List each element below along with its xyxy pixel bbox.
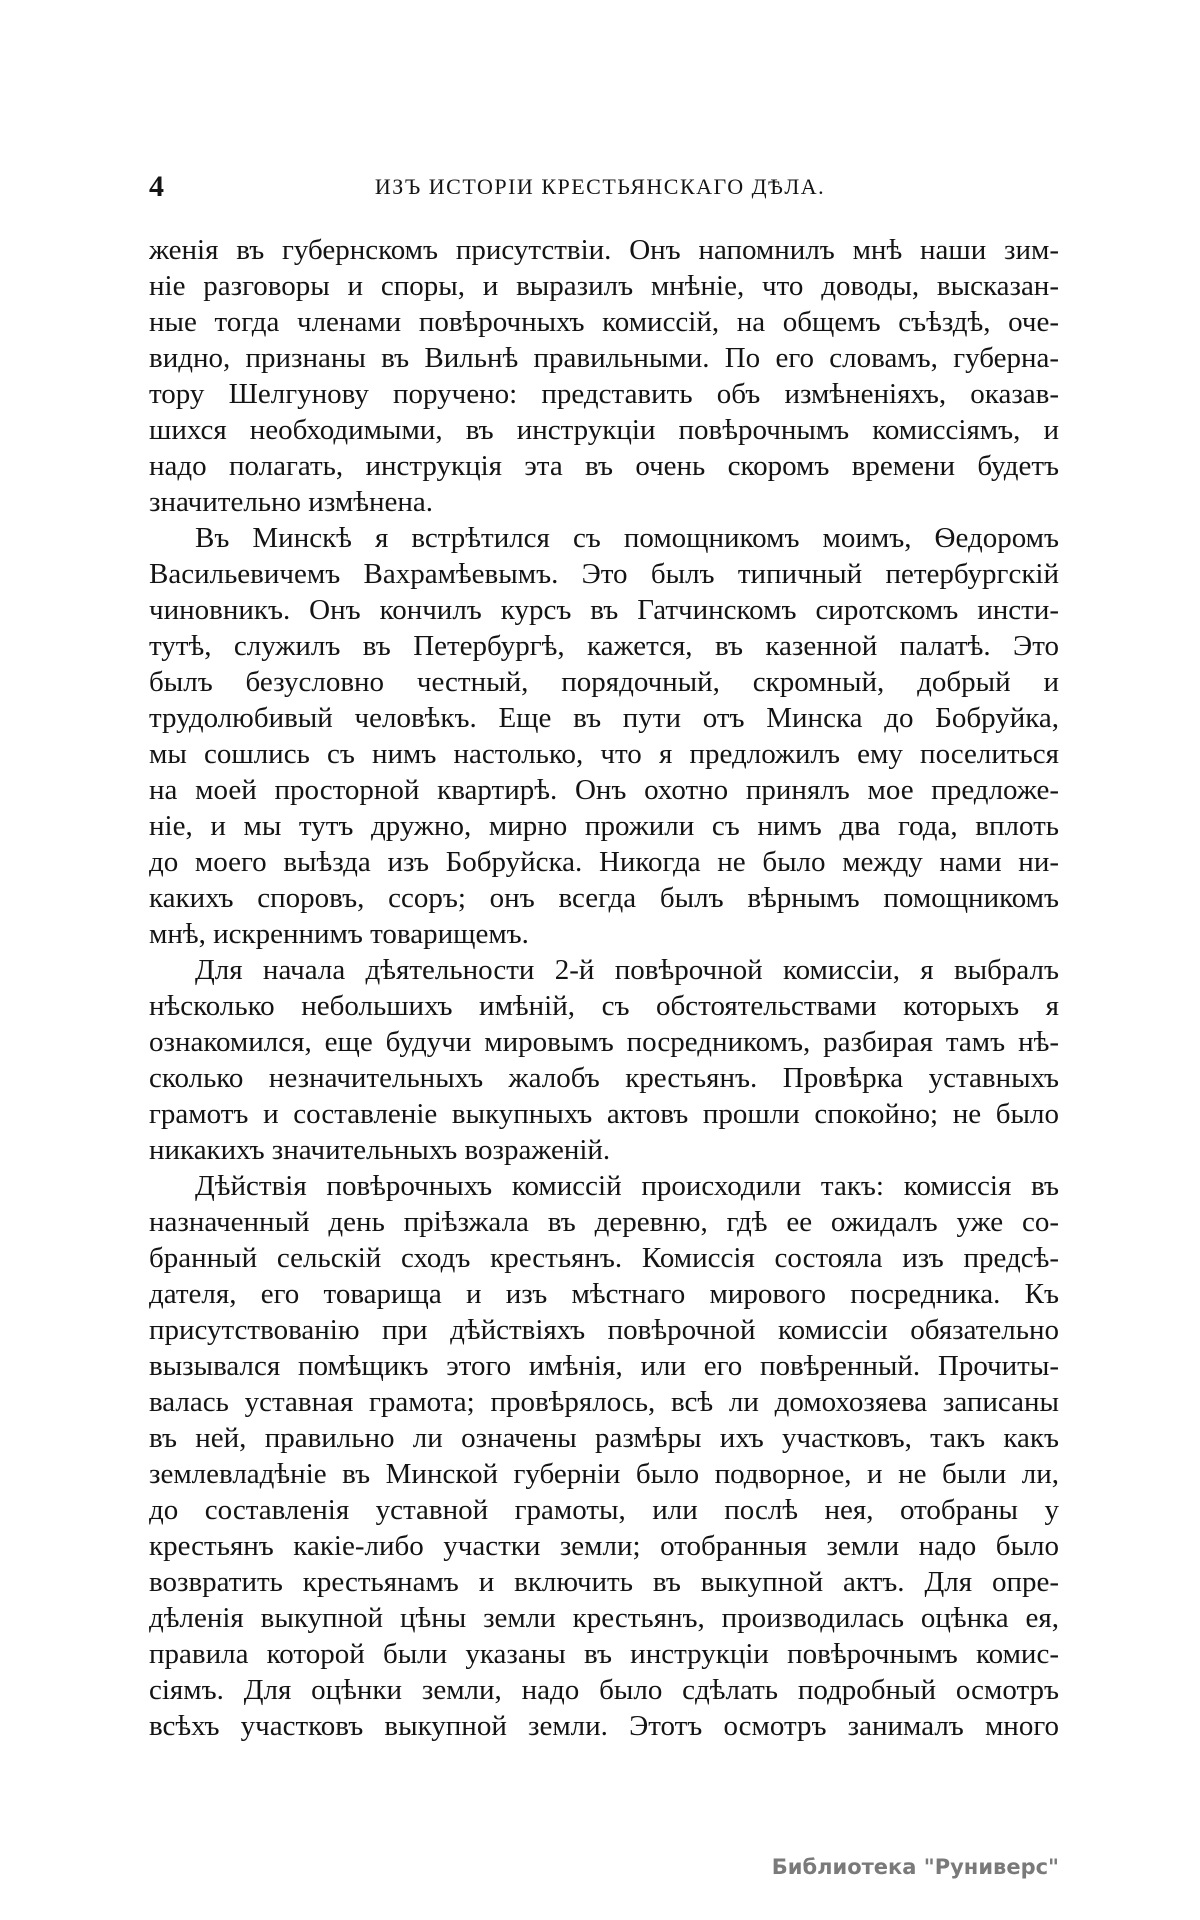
body-text — [149, 232, 1059, 1744]
text-line: Для начала дѣятельности 2-й повѣрочной комиссіи, я выбралъ — [195, 954, 1059, 986]
text-line: тутѣ, служилъ въ Петербургѣ, кажется, въ казенной палатѣ. Это — [149, 630, 1059, 662]
text-line: тору Шелгунову поручено: представить объ измѣненіяхъ, оказав- — [149, 378, 1059, 410]
text-line: видно, признаны въ Вильнѣ правильными. По его словамъ, губерна- — [149, 342, 1059, 374]
text-line: вызывался помѣщикъ этого имѣнія, или его повѣренный. Прочиты- — [149, 1350, 1059, 1382]
text-line: былъ безусловно честный, порядочный, скромный, добрый и — [149, 666, 1059, 698]
text-line: Дѣйствія повѣрочныхъ комиссій происходили такъ: комиссія въ — [195, 1170, 1059, 1202]
text-line: землевладѣніе въ Минской губерніи было подворное, и не были ли, — [149, 1458, 1059, 1490]
text-line: какихъ споровъ, ссоръ; онъ всегда былъ вѣрнымъ помощникомъ — [149, 882, 1059, 914]
text-line: Васильевичемъ Вахрамѣевымъ. Это былъ типичный петербургскій — [149, 558, 1059, 590]
page-number: 4 — [149, 170, 164, 203]
text-line: до моего выѣзда изъ Бобруйска. Никогда не было между нами ни- — [149, 846, 1059, 878]
text-line: шихся необходимыми, въ инструкціи повѣрочнымъ комиссіямъ, и — [149, 414, 1059, 446]
text-line: женія въ губернскомъ присутствіи. Онъ напомнилъ мнѣ наши зим- — [149, 234, 1059, 266]
text-line: назначенный день пріѣзжала въ деревню, гдѣ ее ожидалъ уже со- — [149, 1206, 1059, 1238]
paragraph — [149, 520, 1059, 952]
text-line: никакихъ значительныхъ возраженій. — [149, 1134, 611, 1166]
text-line: дателя, его товарища и изъ мѣстнаго мирового посредника. Къ — [149, 1278, 1059, 1310]
text-line: грамотъ и составленіе выкупныхъ актовъ прошли спокойно; не было — [149, 1098, 1059, 1130]
text-line: въ ней, правильно ли означены размѣры ихъ участковъ, такъ какъ — [149, 1422, 1059, 1454]
text-line: всѣхъ участковъ выкупной земли. Этотъ осмотръ занималъ много — [149, 1710, 1059, 1742]
paragraph — [149, 1168, 1059, 1744]
text-line: трудолюбивый человѣкъ. Еще въ пути отъ Минска до Бобруйка, — [149, 702, 1059, 734]
text-line: возвратить крестьянамъ и включить въ выкупной актъ. Для опре- — [149, 1566, 1059, 1598]
running-title: ИЗЪ ИСТОРІИ КРЕСТЬЯНСКАГО ДѢЛА. — [374, 174, 826, 199]
library-watermark: Библиотека "Руниверс" — [771, 1855, 1059, 1879]
text-line: сіямъ. Для оцѣнки земли, надо было сдѣлать подробный осмотръ — [149, 1674, 1059, 1706]
text-line: значительно измѣнена. — [149, 486, 433, 518]
text-line: Въ Минскѣ я встрѣтился съ помощникомъ моимъ, Ѳедоромъ — [195, 522, 1059, 554]
paragraph — [149, 232, 1059, 520]
text-line: до составленія уставной грамоты, или послѣ нея, отобраны у — [149, 1494, 1059, 1526]
text-line: надо полагать, инструкція эта въ очень скоромъ времени будетъ — [149, 450, 1059, 482]
text-line: присутствованію при дѣйствіяхъ повѣрочной комиссіи обязательно — [149, 1314, 1059, 1346]
text-line: дѣленія выкупной цѣны земли крестьянъ, производилась оцѣнка ея, — [149, 1602, 1059, 1634]
text-line: мы сошлись съ нимъ настолько, что я предложилъ ему поселиться — [149, 738, 1059, 770]
text-line: валась уставная грамота; провѣрялось, всѣ ли домохозяева записаны — [149, 1386, 1059, 1418]
text-line: крестьянъ какіе-либо участки земли; отобранныя земли надо было — [149, 1530, 1059, 1562]
text-line: ные тогда членами повѣрочныхъ комиссій, на общемъ съѣздѣ, оче- — [149, 306, 1059, 338]
text-line: на моей просторной квартирѣ. Онъ охотно принялъ мое предложе- — [149, 774, 1059, 806]
text-line: чиновникъ. Онъ кончилъ курсъ въ Гатчинскомъ сиротскомъ инсти- — [149, 594, 1059, 626]
text-line: нѣсколько небольшихъ имѣній, съ обстоятельствами которыхъ я — [149, 990, 1059, 1022]
text-line: бранный сельскій сходъ крестьянъ. Комиссія состояла изъ предсѣ- — [149, 1242, 1059, 1274]
text-line: ознакомился, еще будучи мировымъ посредникомъ, разбирая тамъ нѣ- — [149, 1026, 1059, 1058]
text-line: правила которой были указаны въ инструкціи повѣрочнымъ комис- — [149, 1638, 1059, 1670]
text-line: мнѣ, искреннимъ товарищемъ. — [149, 918, 529, 950]
paragraph — [149, 952, 1059, 1168]
text-line: ніе, и мы тутъ дружно, мирно прожили съ нимъ два года, вплоть — [149, 810, 1059, 842]
text-line: ніе разговоры и споры, и выразилъ мнѣніе, что доводы, высказан- — [149, 270, 1059, 302]
text-line: сколько незначительныхъ жалобъ крестьянъ. Провѣрка уставныхъ — [149, 1062, 1059, 1094]
